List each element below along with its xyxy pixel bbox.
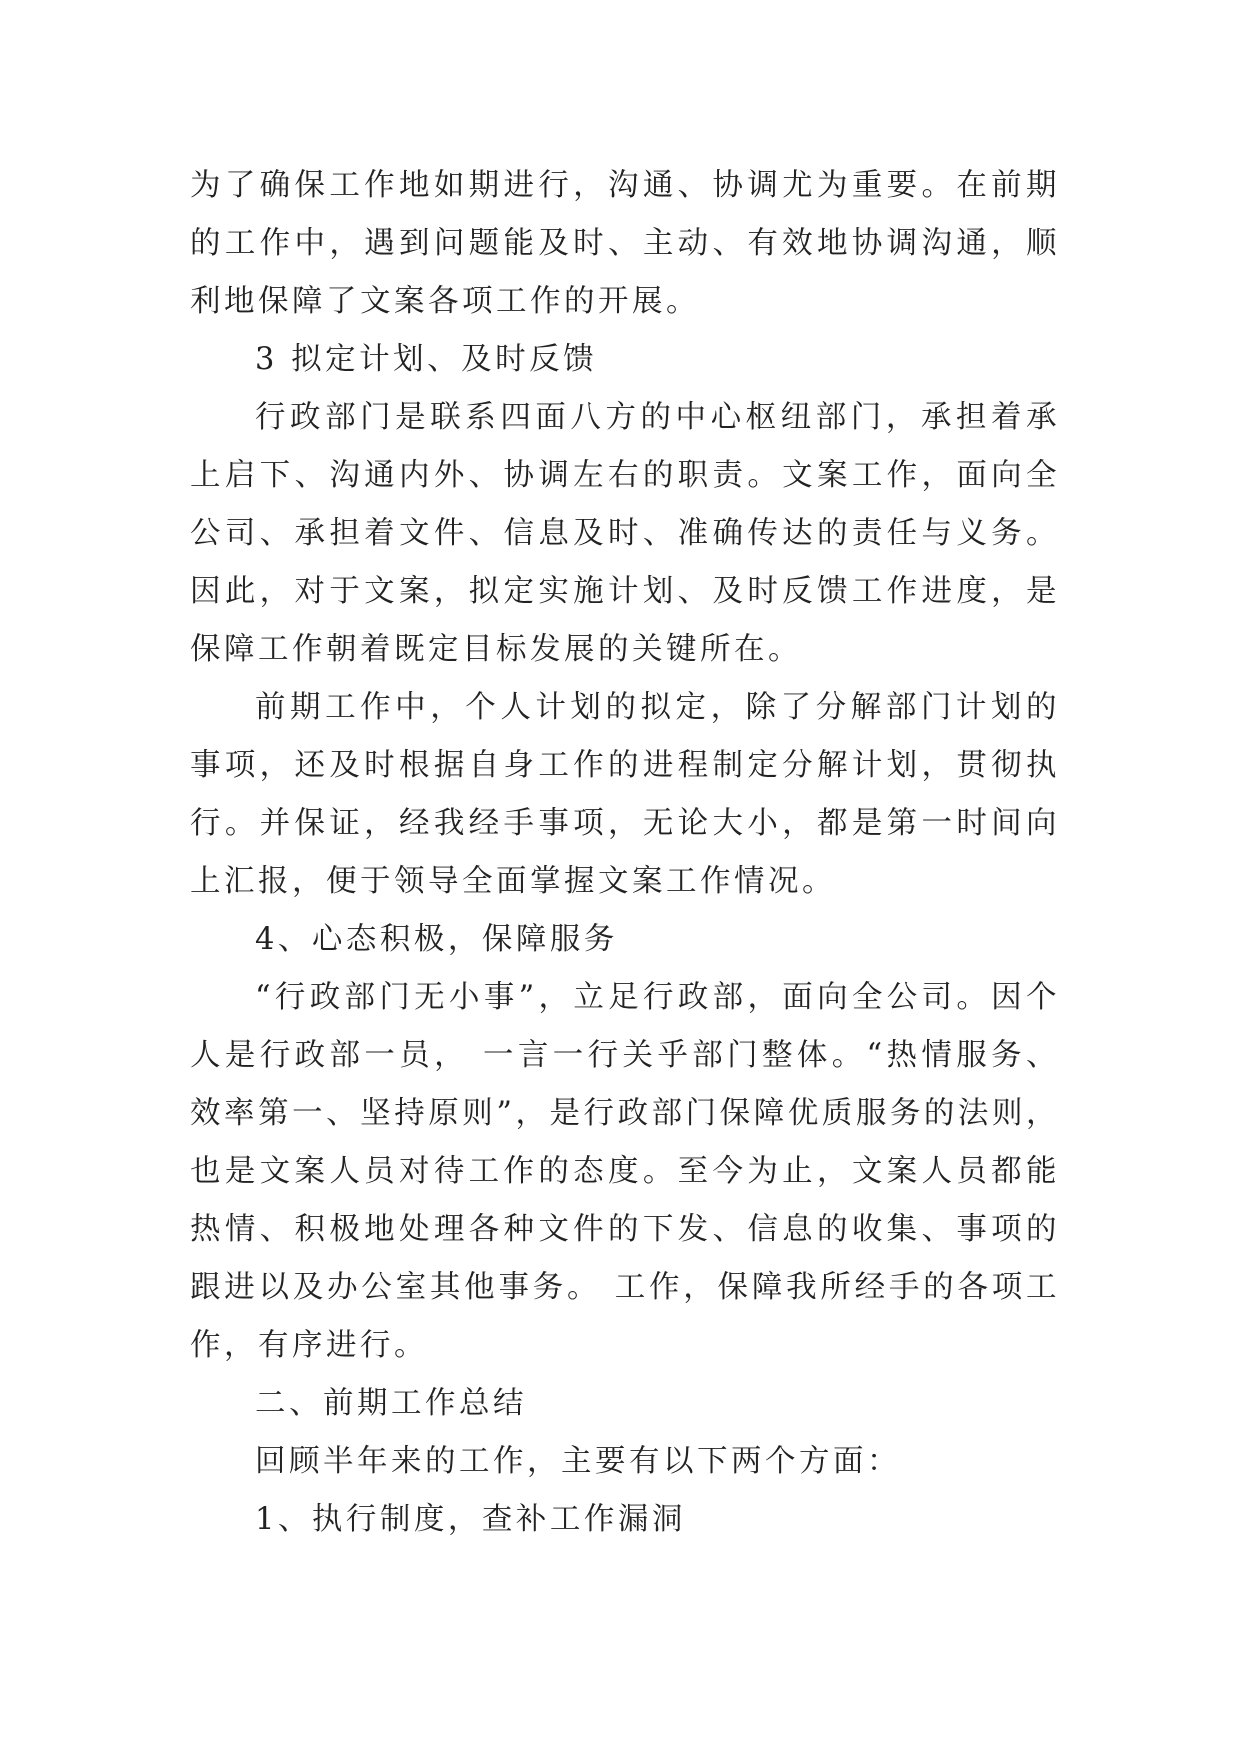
paragraph-review: 回顾半年来的工作，主要有以下两个方面： bbox=[255, 1444, 901, 1479]
heading-summary: 二、前期工作总结 bbox=[255, 1386, 527, 1421]
paragraph-service: “行政部门无小事”，立足行政部，面向全公司。因个人是行政部一员， 一言一行关乎部门整体。“热情服务、效率第一、坚持原则”，是行政部门保障优质服务的法则，也是文案人员对待工作的态度。至今为止，文案人员都能热情、积极地处理各种文件的下发、信息的收集、事项的跟进以及办公室其他事务。 工作，保障我所经手的各项工作，有序进行。 bbox=[190, 980, 1060, 1363]
heading-execute-system: 1、执行制度，查补工作漏洞 bbox=[255, 1502, 686, 1537]
paragraph-personal-plan: 前期工作中，个人计划的拟定，除了分解部门计划的事项，还及时根据自身工作的进程制定分解计划，贯彻执行。并保证，经我经手事项，无论大小，都是第一时间向上汇报，便于领导全面掌握文案工作情况。 bbox=[190, 690, 1060, 899]
heading-positive-attitude: 4、心态积极，保障服务 bbox=[255, 922, 618, 957]
paragraph-communication: 为了确保工作地如期进行，沟通、协调尤为重要。在前期的工作中，遇到问题能及时、主动、有效地协调沟通，顺利地保障了文案各项工作的开展。 bbox=[190, 168, 1060, 319]
paragraph-admin-department: 行政部门是联系四面八方的中心枢纽部门，承担着承上启下、沟通内外、协调左右的职责。文案工作，面向全公司、承担着文件、信息及时、准确传达的责任与义务。因此，对于文案，拟定实施计划、及时反馈工作进度，是保障工作朝着既定目标发展的关键所在。 bbox=[190, 400, 1060, 667]
heading-plan-feedback: 3 拟定计划、及时反馈 bbox=[255, 342, 598, 377]
document-body bbox=[190, 157, 1060, 1549]
